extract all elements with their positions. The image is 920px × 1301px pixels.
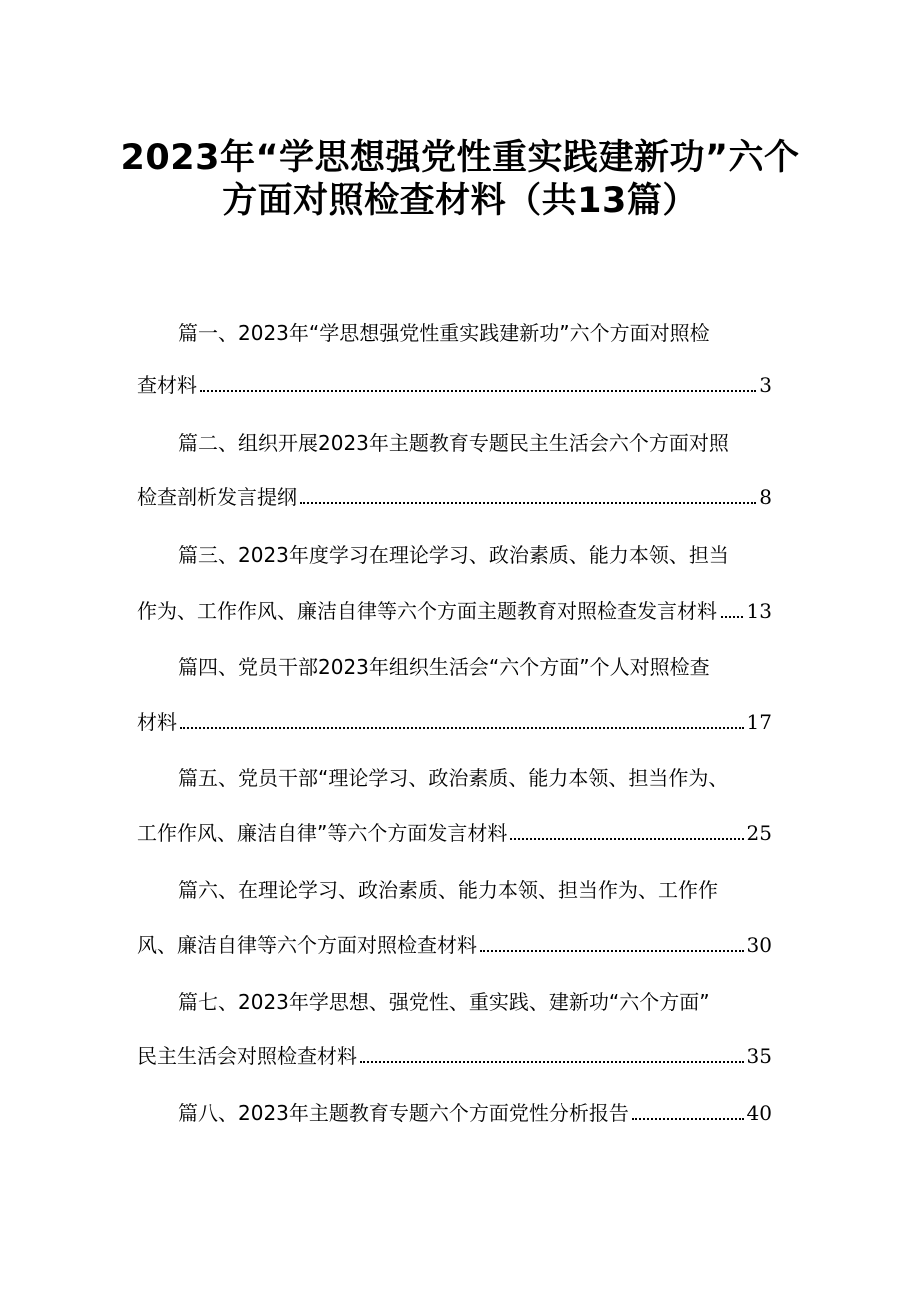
toc-entry-3-line-2[interactable] — [137, 596, 772, 626]
toc-entry-text: 作为、工作作风、廉洁自律等六个方面主题教育对照检查发言材料 — [137, 599, 717, 623]
toc-entry-3-line-1[interactable]: 篇三、2023年度学习在理论学习、政治素质、能力本领、担当 — [178, 543, 729, 567]
toc-entry-6-line-2[interactable] — [137, 930, 772, 960]
toc-entry-4-line-2[interactable] — [137, 707, 772, 737]
dot-leader — [510, 838, 743, 840]
toc-entry-2-line-2[interactable] — [137, 482, 772, 512]
toc-entry-text: 检查剖析发言提纲 — [137, 485, 297, 509]
document-title-line-1: 2023年“学思想强党性重实践建新功”六个 — [120, 138, 800, 178]
document-title-line-2: 方面对照检查材料（共13篇） — [222, 181, 698, 221]
dot-leader — [200, 390, 756, 392]
dot-leader — [721, 616, 743, 618]
toc-page-number: 40 — [746, 1101, 772, 1125]
toc-page-number: 17 — [746, 710, 772, 734]
toc-page-number: 8 — [759, 485, 772, 509]
toc-entry-text: 篇八、2023年主题教育专题六个方面党性分析报告 — [178, 1101, 629, 1125]
toc-entry-text: 民主生活会对照检查材料 — [137, 1044, 357, 1068]
toc-entry-text: 材料 — [137, 710, 177, 734]
dot-leader — [180, 727, 744, 729]
toc-entry-6-line-1[interactable]: 篇六、在理论学习、政治素质、能力本领、担当作为、工作作 — [178, 878, 718, 902]
dot-leader — [632, 1118, 744, 1120]
toc-page-number: 30 — [746, 933, 772, 957]
toc-entry-2-line-1[interactable]: 篇二、组织开展2023年主题教育专题民主生活会六个方面对照 — [178, 431, 729, 455]
toc-entry-4-line-1[interactable]: 篇四、党员干部2023年组织生活会“六个方面”个人对照检查 — [178, 655, 710, 679]
dot-leader — [480, 950, 744, 952]
toc-entry-1-line-1[interactable]: 篇一、2023年“学思想强党性重实践建新功”六个方面对照检 — [178, 321, 710, 345]
dot-leader — [360, 1061, 744, 1063]
toc-page-number: 3 — [759, 373, 772, 397]
toc-page-number: 25 — [746, 821, 772, 845]
toc-page-number: 35 — [746, 1044, 772, 1068]
toc-entry-1-line-2[interactable] — [137, 370, 772, 400]
toc-entry-text: 查材料 — [137, 373, 197, 397]
toc-entry-5-line-2[interactable] — [137, 818, 772, 848]
toc-page-number: 13 — [746, 599, 772, 623]
toc-entry-7-line-1[interactable]: 篇七、2023年学思想、强党性、重实践、建新功“六个方面” — [178, 990, 710, 1014]
toc-entry-8[interactable] — [178, 1098, 772, 1128]
dot-leader — [300, 502, 756, 504]
toc-entry-7-line-2[interactable] — [137, 1041, 772, 1071]
toc-entry-text: 工作作风、廉洁自律”等六个方面发言材料 — [137, 821, 508, 845]
toc-entry-text: 风、廉洁自律等六个方面对照检查材料 — [137, 933, 477, 957]
toc-entry-5-line-1[interactable]: 篇五、党员干部“理论学习、政治素质、能力本领、担当作为、 — [178, 766, 729, 790]
